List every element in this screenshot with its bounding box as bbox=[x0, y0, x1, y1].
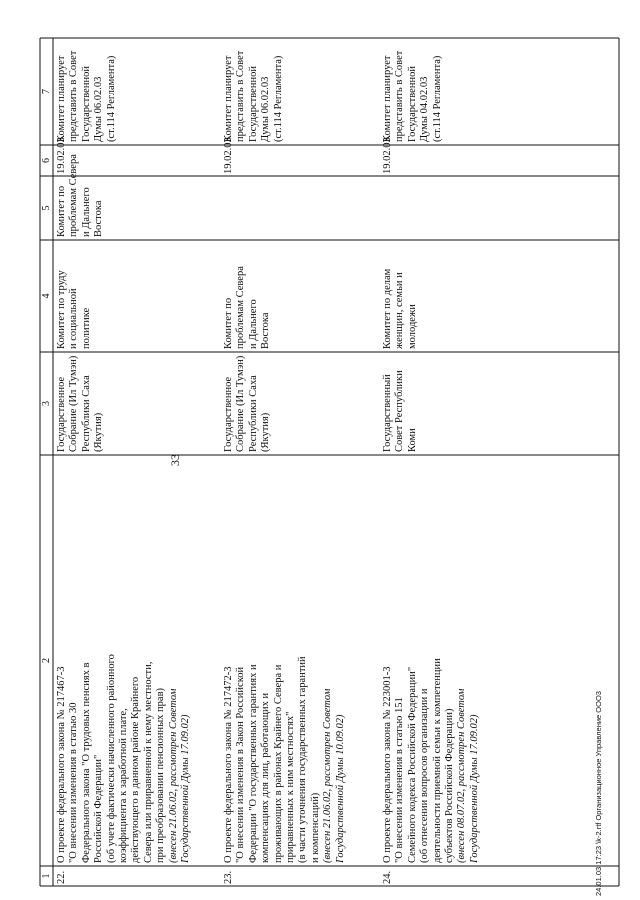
date-cell: 19.02.03 bbox=[223, 137, 234, 174]
responsible-committee-cell: Комитет по труду и социальной политике bbox=[56, 270, 92, 349]
bill-title: О проекте федерального закона № 217467-3 "О внесении изменения в статью 30 Федерального закона "О трудовых пенсиях в Российской Федерации" (об учете фактически начисленного районного коэффициента к заработной плате, действующего в данном районе Крайнего Севера или приравненной к нему местности, при преобразовании пенсионных прав) bbox=[56, 654, 167, 863]
plan-cell: Комитет планирует представить в Совет Государственной Думы 04.02.03 (ст.114 Регламента) bbox=[382, 50, 443, 142]
column-header-1: 1 bbox=[41, 873, 52, 879]
bill-title: О проекте федерального закона № 217472-3 "О внесении изменения в Закон Российской Федерации "О государственных гарантиях и компенсациях для лиц, работающих и проживающих в районах Крайнего Севера и приравненных к ним местностях" (в части уточнения государственных гарантий и компенсаций) bbox=[223, 656, 321, 863]
row-number: 23. bbox=[223, 870, 234, 884]
document-footer: 24.01.03 17:23 \k-2.rtf Организационное Управление ООО3 bbox=[594, 691, 603, 896]
column-header-3: 3 bbox=[41, 401, 52, 406]
date-cell: 19.02.03 bbox=[382, 137, 393, 174]
co-executor-cell: Комитет по проблемам Севера и Дальнего Востока bbox=[56, 154, 105, 237]
responsible-committee-cell: Комитет по проблемам Севера и Дальнего Востока bbox=[223, 266, 272, 349]
responsible-committee-cell: Комитет по делам женщин, семьи и молодежи bbox=[382, 268, 418, 349]
initiator-cell: Государственный Совет Республики Коми bbox=[382, 370, 418, 452]
column-header-6: 6 bbox=[41, 158, 52, 163]
bill-status-note: (внесен 08.07.02, рассмотрен Советом Государственной Думы 17.09.02) bbox=[456, 688, 480, 863]
page-number: 33 bbox=[168, 454, 182, 466]
column-header-5: 5 bbox=[41, 205, 52, 211]
row-number: 22. bbox=[56, 870, 67, 884]
column-header-7: 7 bbox=[41, 89, 52, 94]
initiator-cell: Государственное Собрание (Ил Тумэн) Республики Саха (Якутия) bbox=[56, 355, 105, 452]
bill-status-note: (внесен 21.06.02, рассмотрен Советом Государственной Думы 10.09.02) bbox=[322, 688, 346, 863]
plan-cell: Комитет планирует представить в Совет Государственной Думы 06.02.03 (ст.114 Регламента) bbox=[223, 50, 284, 142]
initiator-cell: Государственное Собрание (Ил Тумэн) Республики Саха (Якутия) bbox=[223, 355, 272, 452]
bill-status-note: (внесен 21.06.02, рассмотрен Советом Государственной Думы 17.09.02) bbox=[167, 688, 191, 863]
column-header-2: 2 bbox=[41, 658, 52, 663]
plan-cell: Комитет планирует представить в Совет Государственной Думы 06.02.03 (ст.114 Регламента) bbox=[56, 50, 117, 142]
date-cell: 19.02.03 bbox=[56, 137, 67, 174]
column-header-4: 4 bbox=[41, 293, 52, 299]
row-number: 24. bbox=[382, 870, 393, 884]
bill-title: О проекте федерального закона № 223001-3 "О внесении изменения в статью 151 Семейного кодекса Российской Федерации" (об отнесении вопросов организации и деятельности приемной семьи к компетенции субъектов Российской Федерации) bbox=[382, 658, 456, 863]
